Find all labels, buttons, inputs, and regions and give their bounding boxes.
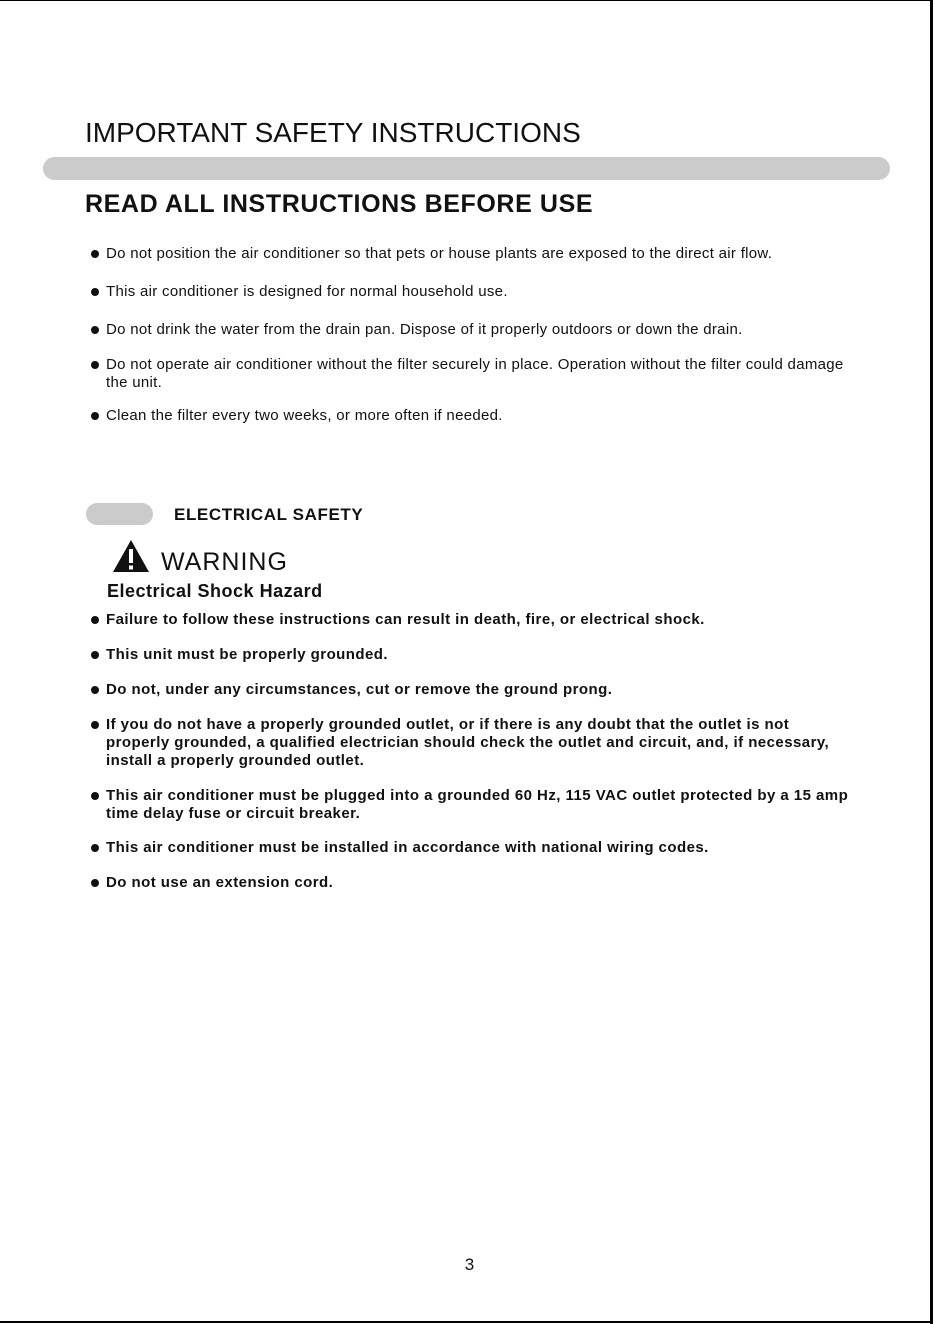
page-title: IMPORTANT SAFETY INSTRUCTIONS — [85, 117, 581, 148]
list-item: Do not drink the water from the drain pan. Dispose of it properly outdoors or down the drain. — [90, 321, 850, 339]
list-item: This air conditioner is designed for normal household use. — [90, 283, 850, 301]
list-item: This unit must be properly grounded. — [90, 646, 850, 664]
list-item: Do not, under any circumstances, cut or remove the ground prong. — [90, 681, 850, 699]
list-item: Do not operate air conditioner without the filter securely in place. Operation without the filter could damage the unit. — [90, 356, 850, 392]
read-instructions-heading: READ ALL INSTRUCTIONS BEFORE USE — [85, 190, 594, 218]
list-item: This air conditioner must be installed in accordance with national wiring codes. — [90, 839, 850, 857]
page-border-bottom — [0, 1321, 933, 1323]
section-pill-marker — [86, 503, 153, 525]
list-item: Do not use an extension cord. — [90, 874, 850, 892]
title-divider-bar — [43, 157, 890, 180]
warning-label: WARNING — [161, 548, 288, 576]
page-number: 3 — [464, 1255, 475, 1274]
electrical-safety-heading: ELECTRICAL SAFETY — [174, 505, 364, 524]
list-item: Do not position the air conditioner so that pets or house plants are exposed to the direct air flow. — [90, 245, 850, 263]
list-item: Clean the filter every two weeks, or more often if needed. — [90, 407, 850, 425]
list-item: Failure to follow these instructions can result in death, fire, or electrical shock. — [90, 611, 850, 629]
warning-triangle-icon — [112, 539, 150, 573]
list-item: If you do not have a properly grounded outlet, or if there is any doubt that the outlet is not properly grounded, a qualified electrician should check the outlet and circuit, and, if necessary, install a properly grounded outlet. — [90, 716, 850, 770]
list-item: This air conditioner must be plugged into a grounded 60 Hz, 115 VAC outlet protected by a 15 amp time delay fuse or circuit breaker. — [90, 787, 850, 823]
hazard-title: Electrical Shock Hazard — [107, 581, 323, 601]
page-border-top — [0, 0, 933, 1]
